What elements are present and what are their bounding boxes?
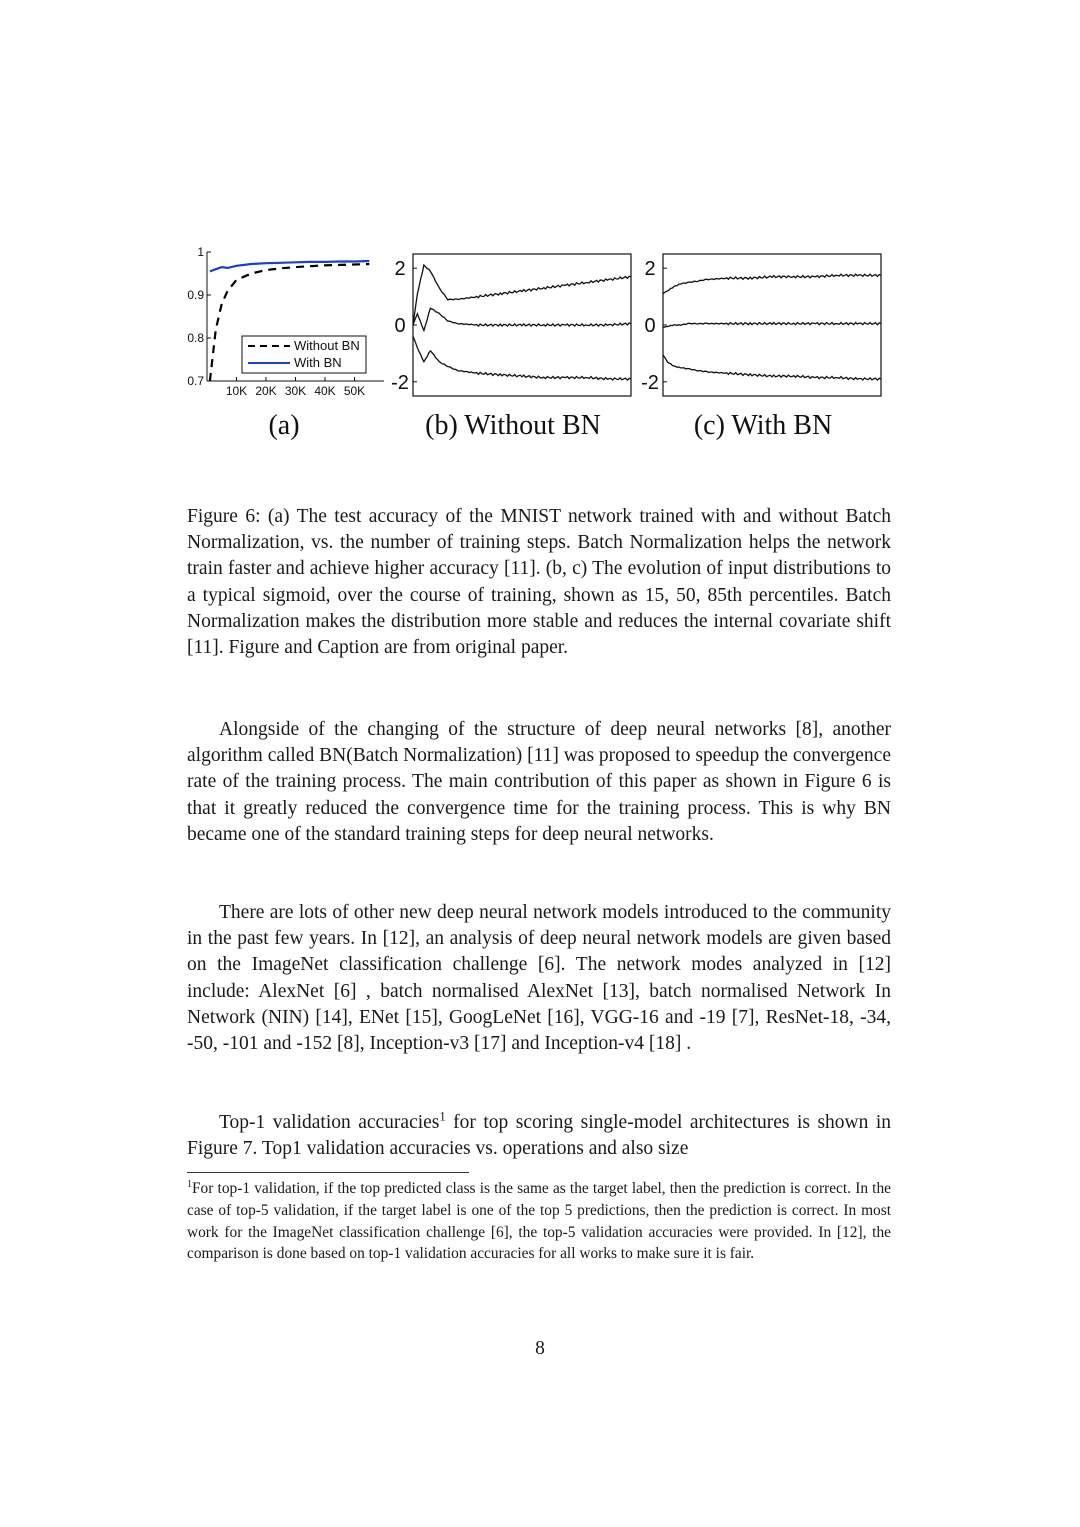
panel-b-ytick-label: -2 xyxy=(391,371,409,394)
footnote-mark: 1 xyxy=(187,1178,192,1190)
page-number: 8 xyxy=(535,1338,545,1359)
panel-a-ytick-label: 0.9 xyxy=(187,288,204,302)
figure-6 xyxy=(0,0,1080,470)
paragraph-bn: Alongside of the changing of the structure of deep neural networks [8], another algorithm called BN(Batch Normalization) [11] was proposed to speedup the convergence rate of the training process. The main contribution of this paper as shown in Figure 6 is that it greatly reduced the convergence time for the training process. This is why BN became one of the standard training steps for deep neural networks. xyxy=(187,719,891,845)
panel-b-percentile-85th xyxy=(413,265,631,325)
panel-c-with-bn-chart xyxy=(641,254,881,441)
footnote xyxy=(187,1178,891,1265)
subfigure-label-c: (c) With BN xyxy=(693,410,833,441)
legend-label-with-bn: With BN xyxy=(294,355,342,370)
subfigure-label-a: (a) xyxy=(268,410,300,441)
figure-caption: Figure 6: (a) The test accuracy of the MNIST network trained with and without Batch Normalization, vs. the number of training steps. Batch Normalization helps the network train faster and achieve higher accuracy [11]. (b, c) The evolution of input distributions to a typical sigmoid, over the course of training, shown as 15, 50, 85th percentiles. Batch Normalization makes the distribution more stable and reduces the internal covariate shift [11]. Figure and Caption are from original paper. xyxy=(187,506,891,659)
panel-c-percentile-15th xyxy=(663,355,881,380)
footnote-text: For top-1 validation, if the top predicted class is the same as the target label, then the prediction is correct. In the case of top-5 validation, if the target label is one of the top 5 predictions, then the prediction is correct. In most work for the ImageNet classification challenge [6], the top-5 validation accuracies were provided. In [12], the comparison is done based on top-1 validation accuracies for all works to make sure it is fair. xyxy=(187,1180,891,1263)
panel-c-percentile-50th xyxy=(663,322,881,327)
panel-c-ytick-label: -2 xyxy=(641,371,659,394)
footnote-ref[interactable]: 1 xyxy=(439,1109,446,1124)
panel-a-ytick-label: 1 xyxy=(197,245,204,259)
panel-a-ytick-label: 0.7 xyxy=(187,374,204,388)
panel-b-percentile-15th xyxy=(413,336,631,380)
subfigure-label-b: (b) Without BN xyxy=(425,410,601,441)
panel-c-percentile-85th xyxy=(663,274,881,294)
panel-b-percentile-50th xyxy=(413,308,631,330)
panel-a-legend xyxy=(242,336,366,373)
paragraph-top1 xyxy=(187,1110,891,1162)
panel-c-ytick-label: 2 xyxy=(644,258,656,281)
panel-a-accuracy-chart xyxy=(187,245,384,441)
panel-a-xtick-label: 30K xyxy=(284,384,307,398)
panel-a-xtick-label: 50K xyxy=(343,384,366,398)
panel-a-xtick-label: 40K xyxy=(314,384,336,398)
legend-label-without-bn: Without BN xyxy=(294,338,360,353)
footnote-rule xyxy=(187,1172,469,1173)
paragraph-top1-rest: for top scoring single-model architectures is shown in Figure 7. Top1 validation accuracies vs. operations and also size xyxy=(187,1112,891,1160)
paragraph-top1-start: Top-1 validation accuracies xyxy=(219,1112,440,1133)
panel-a-xtick-label: 20K xyxy=(255,384,277,398)
panel-b-ytick-label: 0 xyxy=(394,315,406,337)
panel-a-ytick-label: 0.8 xyxy=(187,331,204,345)
panel-a-xtick-label: 10K xyxy=(225,384,248,398)
paragraph-models: There are lots of other new deep neural network models introduced to the community in the past few years. In [12], an analysis of deep neural network models are given based on the ImageNet classification challenge [6]. The network modes analyzed in [12] include: AlexNet [6] , batch normalised AlexNet [13], batch normalised Network In Network (NIN) [14], ENet [15], GoogLeNet [16], VGG-16 and -19 [7], ResNet-18, -34, -50, -101 and -152 [8], Inception-v3 [17] and Inception-v4 [18] . xyxy=(187,902,891,1055)
panel-b-ytick-label: 2 xyxy=(394,258,406,281)
panel-b-without-bn-chart xyxy=(391,254,631,441)
panel-c-ytick-label: 0 xyxy=(644,315,656,337)
series-line-with-bn xyxy=(210,261,369,271)
